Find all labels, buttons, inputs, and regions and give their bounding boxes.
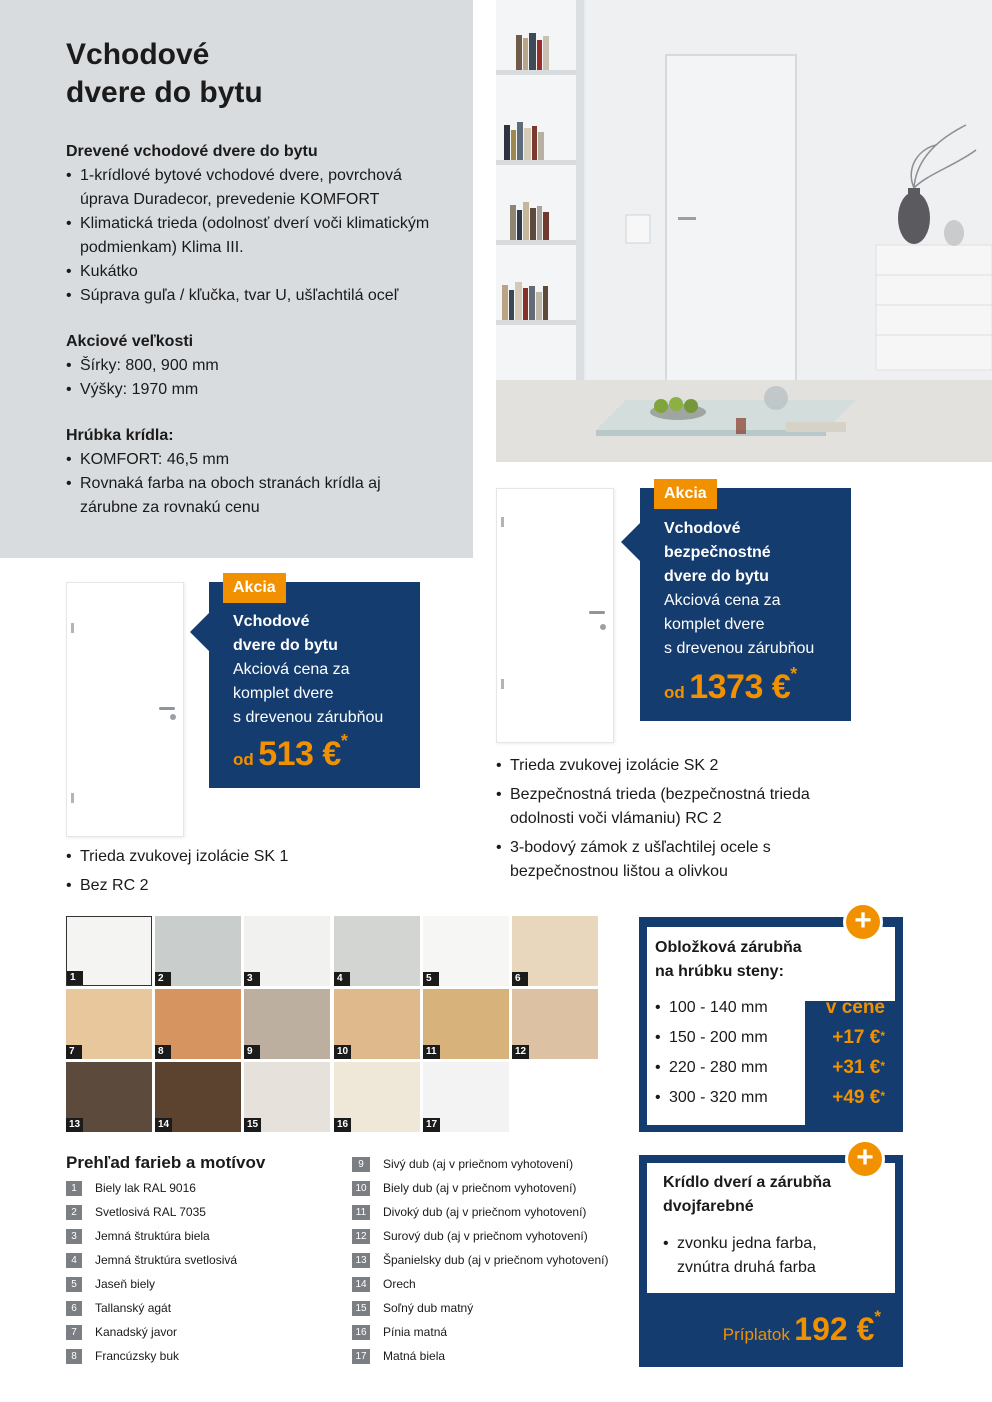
legend-item: 4 Jemná štruktúra svetlosivá bbox=[66, 1248, 237, 1272]
legend-title: Prehľad farieb a motívov bbox=[66, 1153, 266, 1172]
hinge-icon bbox=[501, 679, 504, 689]
section-heading-wood-doors: Drevené vchodové dvere do bytu bbox=[66, 143, 318, 160]
promo-pointer bbox=[621, 522, 641, 562]
legend-item: 16 Pínia matná bbox=[352, 1320, 608, 1344]
legend-item: 3 Jemná štruktúra biela bbox=[66, 1224, 237, 1248]
keyhole-icon bbox=[600, 624, 606, 630]
swatch-3[interactable]: 3 bbox=[244, 916, 330, 986]
hinge-icon bbox=[501, 517, 504, 527]
promo-badge: Akcia bbox=[223, 573, 286, 603]
legend-item: 6 Tallanský agát bbox=[66, 1296, 237, 1320]
plus-icon: + bbox=[843, 902, 883, 942]
list-item: • Rovnaká farba na oboch stranách krídla aj zárubne za rovnakú cenu bbox=[66, 472, 433, 520]
swatch-15[interactable]: 15 bbox=[244, 1062, 330, 1132]
swatch-7[interactable]: 7 bbox=[66, 989, 152, 1059]
legend-list-right bbox=[352, 1152, 608, 1368]
list-item: • 3-bodový zámok z ušľachtilej ocele s bezpečnostnou lištou a olivkou bbox=[496, 836, 856, 884]
door-handle-icon bbox=[589, 611, 605, 614]
list-item: • KOMFORT: 46,5 mm bbox=[66, 448, 433, 472]
swatch-2[interactable]: 2 bbox=[155, 916, 241, 986]
keyhole-icon bbox=[170, 714, 176, 720]
list-item: • Klimatická trieda (odolnosť dverí voči klimatickým podmienkam) Klima III. bbox=[66, 212, 433, 260]
addon-box-frame bbox=[639, 917, 903, 1132]
swatch-4[interactable]: 4 bbox=[334, 916, 420, 986]
promo-price: od 1373 €* bbox=[664, 664, 798, 706]
hinge-icon bbox=[71, 793, 74, 803]
legend-item: 13 Španielsky dub (aj v priečnom vyhotovení) bbox=[352, 1248, 608, 1272]
section-heading-sizes: Akciové veľkosti bbox=[66, 333, 194, 350]
list-item: • Bezpečnostná trieda (bezpečnostná trieda odolnosti voči vlámaniu) RC 2 bbox=[496, 783, 856, 831]
list-item: • 1-krídlové bytové vchodové dvere, povrchová úprava Duradecor, prevedenie KOMFORT bbox=[66, 164, 433, 212]
price-value: +17 €* bbox=[832, 1027, 885, 1048]
security-door-features bbox=[496, 754, 856, 889]
swatch-8[interactable]: 8 bbox=[155, 989, 241, 1059]
swatch-1[interactable]: 1 bbox=[66, 916, 152, 986]
two-color-description: • zvonku jedna farba, zvnútra druhá farba bbox=[663, 1235, 817, 1276]
price-value: +31 €* bbox=[832, 1057, 885, 1078]
legend-item: 17 Matná biela bbox=[352, 1344, 608, 1368]
swatch-11[interactable]: 11 bbox=[423, 989, 509, 1059]
door-image-basic bbox=[66, 582, 184, 837]
promo-price: od 513 €* bbox=[233, 731, 348, 773]
legend-item: 8 Francúzsky buk bbox=[66, 1344, 237, 1368]
legend-item: 1 Biely lak RAL 9016 bbox=[66, 1176, 237, 1200]
wall-thickness-list bbox=[655, 993, 768, 1113]
legend-item: 11 Divoký dub (aj v priečnom vyhotovení) bbox=[352, 1200, 608, 1224]
room-illustration bbox=[496, 0, 992, 462]
list-item: • 100 - 140 mm bbox=[655, 993, 768, 1023]
list-item: • Výšky: 1970 mm bbox=[66, 378, 433, 402]
hinge-icon bbox=[71, 623, 74, 633]
basic-door-features bbox=[66, 845, 288, 903]
thickness-list bbox=[66, 448, 433, 520]
list-item: • Bez RC 2 bbox=[66, 874, 288, 898]
swatch-10[interactable]: 10 bbox=[334, 989, 420, 1059]
promo-text: Vchodové bezpečnostné dvere do bytu Akciová cena za komplet dvere s drevenou zárubňou bbox=[664, 520, 815, 657]
promo-box-security-door bbox=[640, 485, 851, 721]
legend-item: 12 Surový dub (aj v priečnom vyhotovení) bbox=[352, 1224, 608, 1248]
surcharge-price: Príplatok 192 €* bbox=[722, 1307, 881, 1347]
list-item: • 150 - 200 mm bbox=[655, 1023, 768, 1053]
promo-box-basic-door bbox=[209, 579, 420, 788]
swatch-17[interactable]: 17 bbox=[423, 1062, 509, 1132]
legend-item: 10 Biely dub (aj v priečnom vyhotovení) bbox=[352, 1176, 608, 1200]
page-title: Vchodové dvere do bytu bbox=[66, 38, 263, 109]
swatch-13[interactable]: 13 bbox=[66, 1062, 152, 1132]
addon-title: Krídlo dverí a zárubňa dvojfarebné bbox=[663, 1174, 832, 1215]
legend-item: 5 Jaseň biely bbox=[66, 1272, 237, 1296]
legend-item: 15 Soľný dub matný bbox=[352, 1296, 608, 1320]
promo-text: Vchodové dvere do bytu Akciová cena za komplet dvere s drevenou zárubňou bbox=[233, 613, 384, 726]
addon-title: Obložková zárubňa na hrúbku steny: bbox=[655, 939, 802, 980]
intro-panel bbox=[0, 0, 473, 558]
swatch-5[interactable]: 5 bbox=[423, 916, 509, 986]
list-item: • Trieda zvukovej izolácie SK 1 bbox=[66, 845, 288, 869]
list-item: • 300 - 320 mm bbox=[655, 1083, 768, 1113]
list-item: • Kukátko bbox=[66, 260, 433, 284]
door-handle-icon bbox=[159, 707, 175, 710]
legend-item: 9 Sivý dub (aj v priečnom vyhotovení) bbox=[352, 1152, 608, 1176]
addon-box-two-color bbox=[639, 1155, 903, 1367]
wall-thickness-prices bbox=[826, 993, 885, 1113]
section-heading-thickness: Hrúbka krídla: bbox=[66, 427, 174, 444]
promo-pointer bbox=[190, 612, 210, 652]
price-included: v cene bbox=[825, 997, 885, 1018]
swatch-9[interactable]: 9 bbox=[244, 989, 330, 1059]
swatch-6[interactable]: 6 bbox=[512, 916, 598, 986]
swatch-14[interactable]: 14 bbox=[155, 1062, 241, 1132]
swatch-16[interactable]: 16 bbox=[334, 1062, 420, 1132]
plus-icon: + bbox=[845, 1139, 885, 1179]
list-item: • Šírky: 800, 900 mm bbox=[66, 354, 433, 378]
door-image-security bbox=[496, 488, 614, 743]
legend-item: 2 Svetlosivá RAL 7035 bbox=[66, 1200, 237, 1224]
legend-item: 7 Kanadský javor bbox=[66, 1320, 237, 1344]
price-value: +49 €* bbox=[832, 1087, 885, 1108]
sizes-list bbox=[66, 354, 433, 402]
room-photo bbox=[496, 0, 992, 462]
swatch-12[interactable]: 12 bbox=[512, 989, 598, 1059]
promo-badge: Akcia bbox=[654, 479, 717, 509]
legend-item: 14 Orech bbox=[352, 1272, 608, 1296]
list-item: • Súprava guľa / kľučka, tvar U, ušľachtilá oceľ bbox=[66, 284, 433, 308]
list-item: • 220 - 280 mm bbox=[655, 1053, 768, 1083]
list-item: • Trieda zvukovej izolácie SK 2 bbox=[496, 754, 856, 778]
wood-doors-list bbox=[66, 164, 433, 308]
legend-list-left bbox=[66, 1176, 237, 1368]
